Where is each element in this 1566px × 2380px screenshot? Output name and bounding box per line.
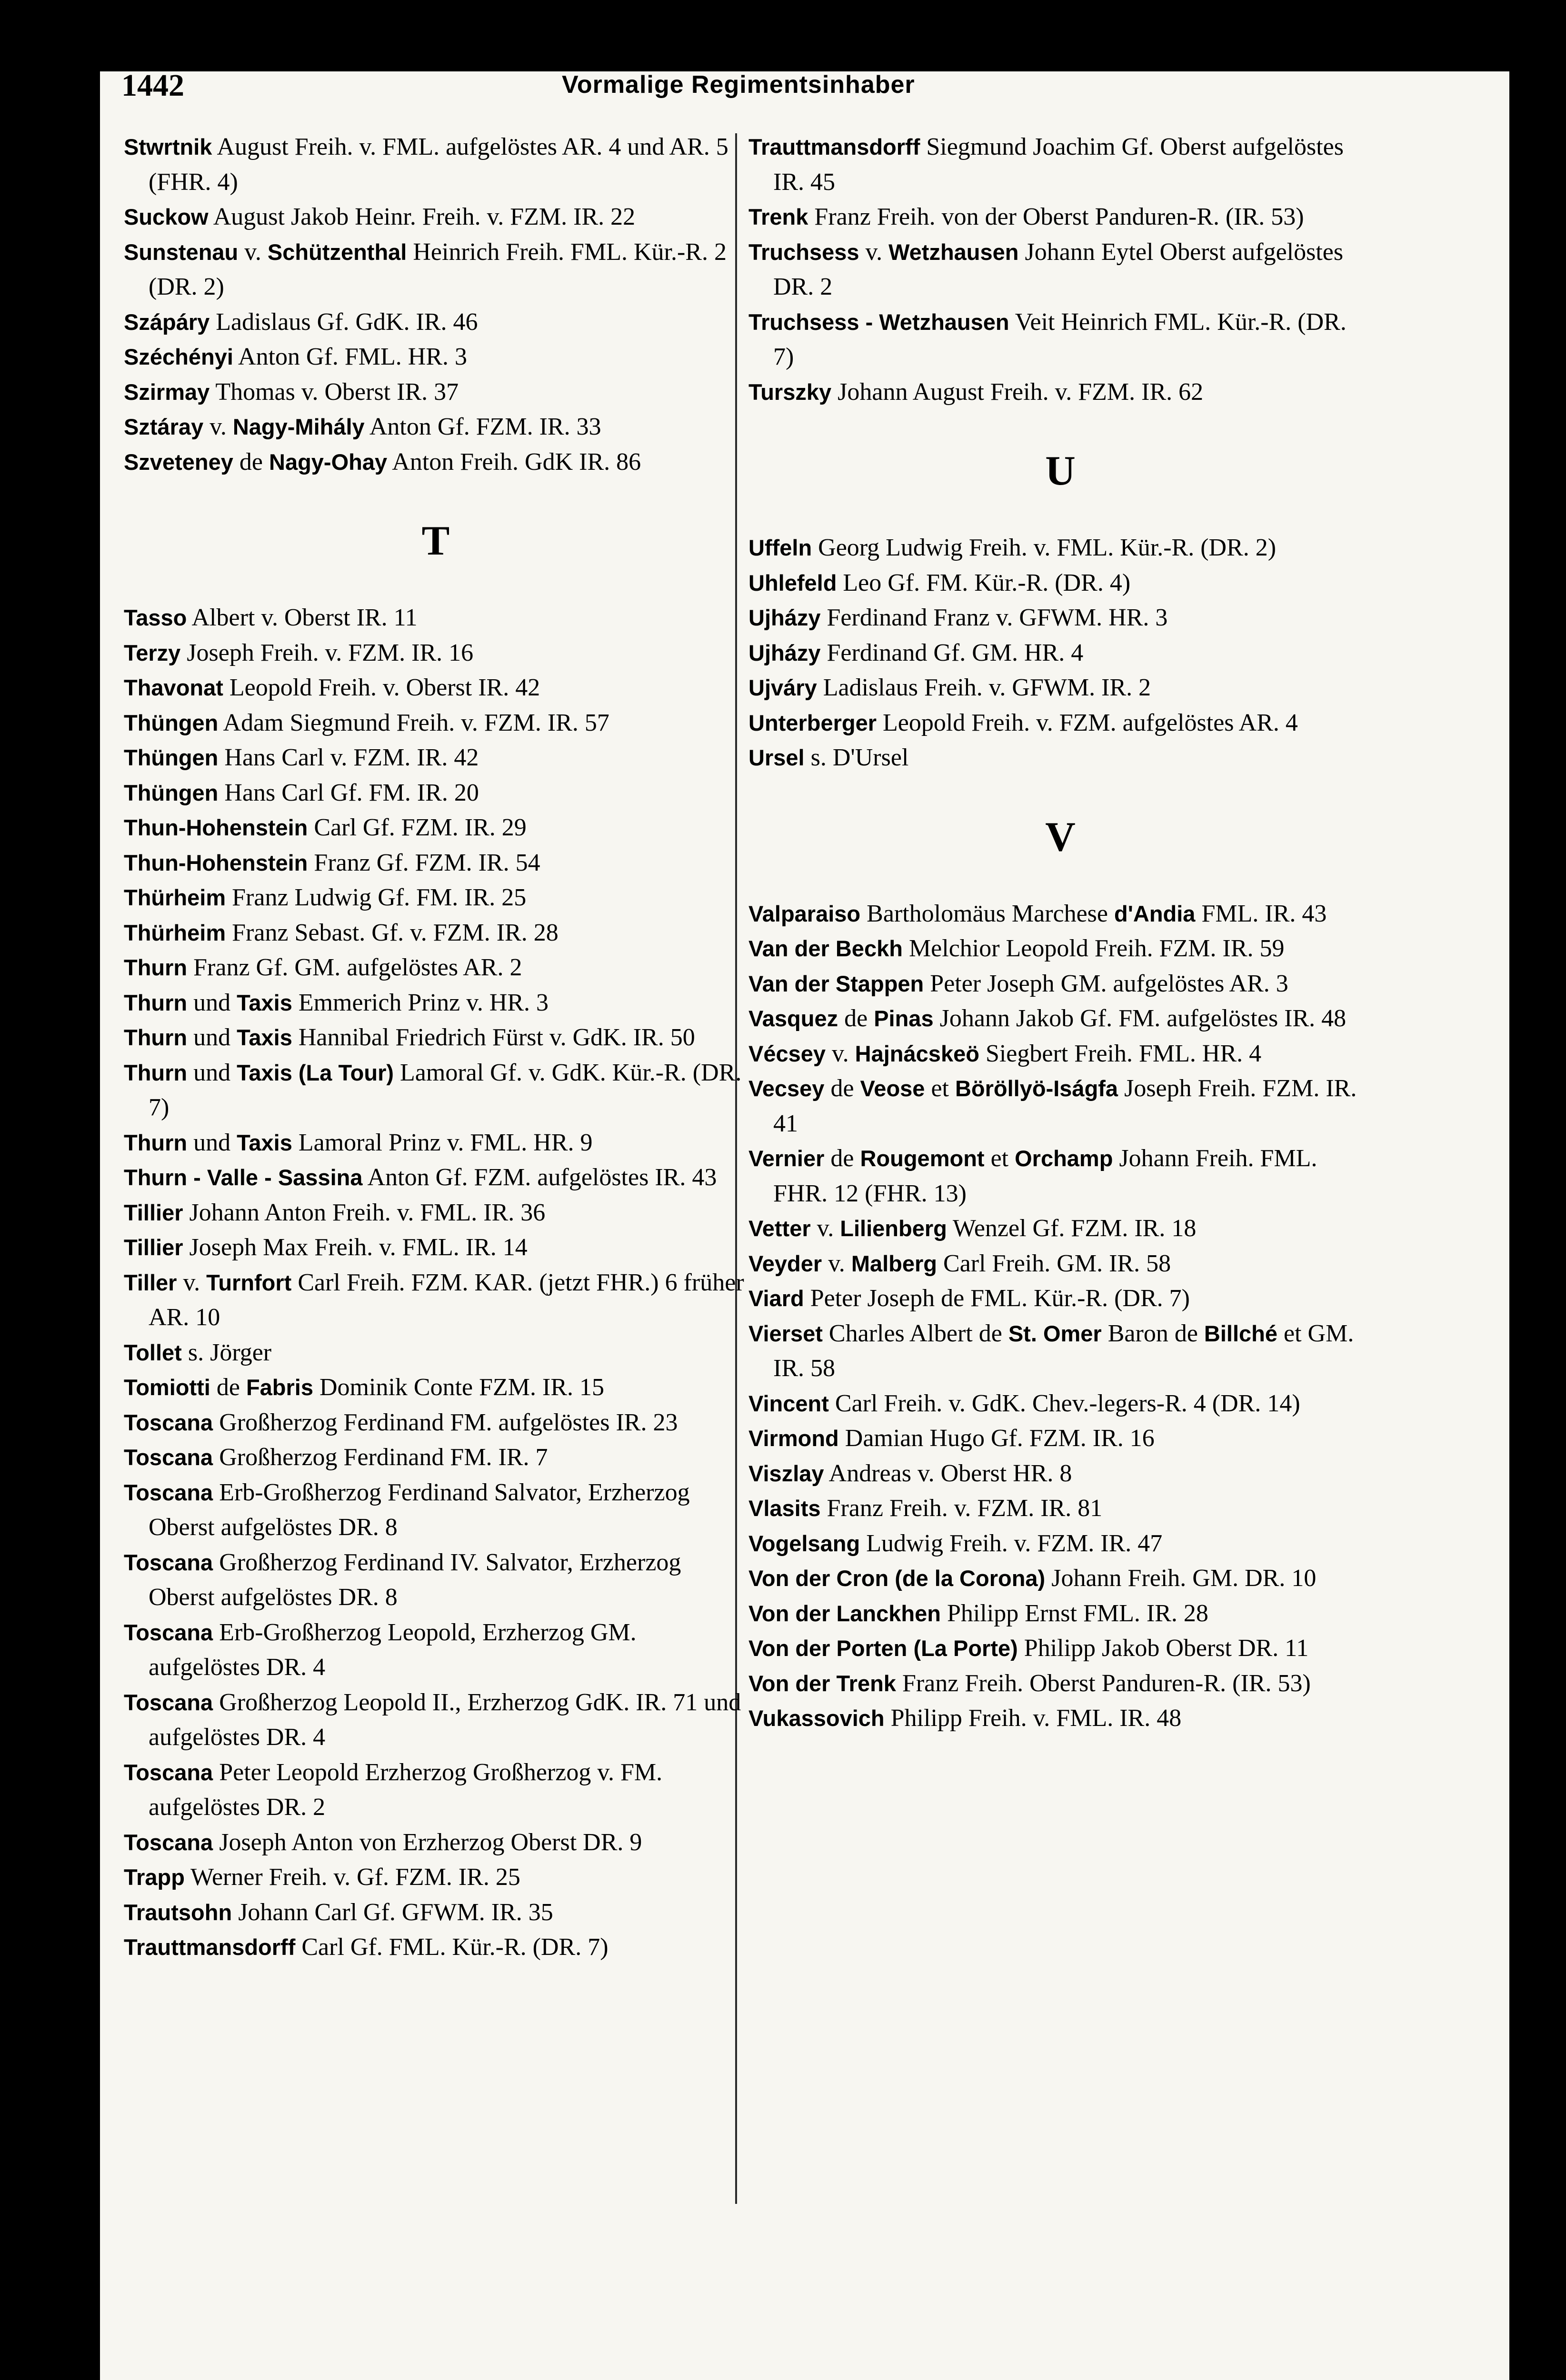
entry-surname: Vécsey: [748, 1041, 826, 1066]
entry-surname: Vernier: [748, 1146, 825, 1171]
entry-surname: Rougemont: [860, 1146, 985, 1171]
entry-surname: Truchsess: [748, 239, 859, 265]
entry-text: Carl Freih. v. GdK. Chev.-legers-R. 4 (DR. 14): [828, 1389, 1300, 1417]
entry-list: [124, 129, 748, 479]
entry-text: Peter Joseph GM. aufgelöstes AR. 3: [924, 970, 1288, 997]
entry-surname: Tasso: [124, 605, 187, 630]
section-letter-u: U: [1045, 448, 1076, 494]
entry-text: de: [824, 1075, 860, 1102]
entry-text: Johann August Freih. v. FZM. IR. 62: [831, 378, 1204, 406]
entry-text: Dominik Conte FZM. IR. 15: [313, 1374, 605, 1401]
entry-surname: Ursel: [748, 745, 805, 770]
entry-text: Lamoral Gf. v. GdK. Kür.-R. (DR. 7): [149, 1059, 742, 1121]
entry-text: Johann Jakob Gf. FM. aufgelöstes IR. 48: [933, 1005, 1347, 1032]
register-entry: [124, 950, 748, 985]
entry-surname: Vlasits: [748, 1496, 821, 1521]
entry-text: Ladislaus Freih. v. GFWM. IR. 2: [817, 674, 1151, 701]
entry-text: Joseph Anton von Erzherzog Oberst DR. 9: [213, 1828, 642, 1856]
entry-surname: Virmond: [748, 1426, 839, 1451]
register-entry: [748, 966, 1372, 1002]
entry-surname: Billché: [1204, 1320, 1278, 1346]
register-entry: [124, 1545, 748, 1615]
entry-text: v.: [177, 1269, 207, 1296]
register-entry: [748, 1631, 1372, 1666]
entry-surname: Sztáray: [124, 414, 204, 439]
entry-surname: Thüngen: [124, 780, 219, 805]
entry-surname: Turszky: [748, 379, 832, 405]
entry-surname: Trauttmansdorff: [124, 1934, 296, 1960]
entry-list: [748, 129, 1372, 409]
register-entry: [124, 375, 748, 410]
entry-surname: Taxis: [237, 1130, 292, 1155]
entry-text: Anton Gf. FZM. IR. 33: [364, 413, 601, 440]
entry-text: Anton Gf. FZM. aufgelöstes IR. 43: [362, 1164, 717, 1191]
entry-surname: Trautsohn: [124, 1899, 232, 1925]
register-entry: [748, 1421, 1372, 1456]
entry-text: v.: [238, 238, 268, 266]
entry-surname: Taxis: [237, 1025, 292, 1050]
entry-surname: Fabris: [246, 1375, 313, 1400]
entry-surname: Stwrtnik: [124, 134, 212, 159]
entry-text: Joseph Freih. FZM. IR. 41: [773, 1075, 1357, 1137]
entry-surname: Tillier: [124, 1235, 183, 1260]
entry-surname: Valparaiso: [748, 901, 861, 926]
register-entry: [748, 1456, 1372, 1491]
entry-text: Großherzog Leopold II., Erzherzog GdK. IR. 71 und aufgelöstes DR. 4: [149, 1688, 741, 1751]
register-entry: [124, 740, 748, 775]
entry-text: Joseph Max Freih. v. FML. IR. 14: [183, 1234, 528, 1261]
entry-text: Franz Ludwig Gf. FM. IR. 25: [226, 884, 527, 911]
entry-text: Großherzog Ferdinand FM. IR. 7: [213, 1444, 548, 1471]
entry-surname: Vincent: [748, 1390, 829, 1416]
entry-text: Carl Freih. GM. IR. 58: [937, 1250, 1171, 1277]
entry-text: Carl Gf. FML. Kür.-R. (DR. 7): [295, 1934, 608, 1961]
entry-list: [748, 896, 1372, 1736]
entry-surname: Vetter: [748, 1216, 811, 1241]
entry-text: s. D'Ursel: [804, 744, 909, 771]
entry-surname: Toscana: [124, 1759, 213, 1785]
entry-text: Franz Gf. GM. aufgelöstes AR. 2: [187, 954, 522, 981]
entry-text: Leopold Freih. v. Oberst IR. 42: [223, 674, 540, 701]
entry-text: Wenzel Gf. FZM. IR. 18: [947, 1215, 1197, 1242]
entry-surname: St. Omer: [1008, 1320, 1102, 1346]
register-entry: [124, 670, 748, 705]
entry-surname: Thurn - Valle - Sassina: [124, 1165, 363, 1190]
register-entry: [748, 1001, 1372, 1036]
entry-surname: Thürheim: [124, 885, 226, 910]
entry-text: Andreas v. Oberst HR. 8: [824, 1459, 1072, 1487]
register-entry: [748, 740, 1372, 775]
entry-surname: Taxis: [237, 990, 292, 1015]
entry-surname: Orchamp: [1015, 1146, 1113, 1171]
register-entry: [124, 600, 748, 635]
entry-surname: Sunstenau: [124, 239, 239, 265]
entry-surname: Ujházy: [748, 605, 821, 630]
entry-surname: Truchsess - Wetzhausen: [748, 309, 1009, 335]
entry-text: Werner Freih. v. Gf. FZM. IR. 25: [184, 1864, 520, 1891]
register-entry: [124, 1230, 748, 1265]
entry-surname: Trenk: [748, 204, 808, 229]
entry-surname: Thürheim: [124, 920, 226, 945]
register-entry: [124, 915, 748, 951]
register-entry: [748, 1701, 1372, 1736]
entry-text: Anton Freih. GdK IR. 86: [387, 448, 641, 476]
register-entry: [124, 1440, 748, 1475]
entry-text: et: [925, 1075, 955, 1102]
entry-surname: Thurn: [124, 1060, 188, 1085]
entry-text: de: [838, 1005, 874, 1032]
register-entry: [748, 1036, 1372, 1071]
entry-surname: Nagy-Ohay: [269, 449, 388, 475]
register-entry: [124, 235, 748, 305]
entry-text: Veit Heinrich FML. Kür.-R. (DR. 7): [773, 308, 1347, 370]
entry-text: Erb-Großherzog Leopold, Erzherzog GM. aufgelöstes DR. 4: [149, 1618, 637, 1681]
entry-text: de: [210, 1374, 246, 1401]
entry-text: Johann Anton Freih. v. FML. IR. 36: [183, 1199, 546, 1226]
register-entry: [748, 375, 1372, 410]
entry-surname: Ujváry: [748, 675, 817, 700]
register-entry: [124, 1195, 748, 1230]
entry-surname: Tillier: [124, 1200, 183, 1225]
entry-text: Leo Gf. FM. Kür.-R. (DR. 4): [837, 569, 1131, 596]
entry-text: Franz Freih. von der Oberst Panduren-R. (IR. 53): [808, 203, 1304, 230]
entry-surname: Van der Stappen: [748, 971, 924, 996]
register-entry: [124, 1405, 748, 1440]
entry-surname: Viard: [748, 1286, 804, 1311]
entry-text: Ladislaus Gf. GdK. IR. 46: [209, 308, 478, 336]
register-entry: [748, 1526, 1372, 1561]
entry-surname: Thüngen: [124, 710, 219, 735]
entry-text: Philipp Freih. v. FML. IR. 48: [884, 1705, 1182, 1732]
register-entry: [748, 305, 1372, 375]
register-entry: [124, 1895, 748, 1930]
register-entry: [124, 1860, 748, 1895]
entry-text: Adam Siegmund Freih. v. FZM. IR. 57: [218, 709, 609, 736]
register-entry: [124, 1265, 748, 1335]
register-entry: [748, 1141, 1372, 1211]
entry-text: Albert v. Oberst IR. 11: [187, 604, 418, 631]
entry-surname: Suckow: [124, 204, 209, 229]
entry-surname: Thüngen: [124, 745, 219, 770]
entry-list: [748, 530, 1372, 775]
register-entry: [124, 845, 748, 881]
register-entry: [748, 1666, 1372, 1701]
section-letter-t: T: [421, 518, 450, 564]
entry-text: Johann Freih. GM. DR. 10: [1045, 1565, 1317, 1592]
register-entry: [124, 1755, 748, 1825]
entry-text: Bartholomäus Marchese: [860, 900, 1114, 927]
register-entry: [124, 1020, 748, 1055]
entry-text: Ludwig Freih. v. FZM. IR. 47: [860, 1529, 1163, 1557]
register-entry: [748, 600, 1372, 635]
register-entry: [124, 1335, 748, 1370]
entry-text: v.: [859, 238, 889, 266]
entry-surname: Von der Cron (de la Corona): [748, 1566, 1046, 1591]
entry-text: Philipp Ernst FML. IR. 28: [940, 1599, 1208, 1627]
register-entry: [748, 635, 1372, 671]
register-entry: [748, 1246, 1372, 1281]
entry-surname: Vukassovich: [748, 1706, 885, 1731]
entry-list: [124, 600, 748, 1965]
register-entry: [748, 199, 1372, 235]
entry-text: Peter Joseph de FML. Kür.-R. (DR. 7): [804, 1285, 1190, 1312]
register-entry: [124, 1055, 748, 1125]
entry-surname: Schützenthal: [267, 239, 407, 265]
entry-surname: Tomiotti: [124, 1375, 210, 1400]
register-entry: [748, 1316, 1372, 1386]
entry-text: Lamoral Prinz v. FML. HR. 9: [292, 1129, 593, 1156]
entry-text: Siegmund Joachim Gf. Oberst aufgelöstes IR. 45: [773, 133, 1344, 196]
page-number: 1442: [121, 68, 184, 103]
register-entry: [748, 931, 1372, 966]
register-entry: [748, 1491, 1372, 1526]
entry-surname: Toscana: [124, 1619, 213, 1645]
entry-text: Baron de: [1101, 1319, 1204, 1347]
entry-text: Hans Carl Gf. FM. IR. 20: [218, 779, 479, 806]
entry-text: Damian Hugo Gf. FZM. IR. 16: [838, 1425, 1155, 1452]
entry-surname: Terzy: [124, 640, 181, 665]
entry-text: Großherzog Ferdinand IV. Salvator, Erzherzog Oberst aufgelöstes DR. 8: [149, 1548, 681, 1611]
left-column: [124, 129, 748, 1965]
entry-surname: Von der Trenk: [748, 1670, 896, 1696]
entry-text: und: [187, 1024, 237, 1051]
register-entry: [124, 1930, 748, 1965]
entry-text: August Jakob Heinr. Freih. v. FZM. IR. 22: [208, 203, 636, 230]
register-entry: [124, 985, 748, 1021]
register-entry: [124, 635, 748, 671]
register-entry: [124, 409, 748, 445]
entry-text: v.: [826, 1040, 855, 1067]
register-entry: [124, 1825, 748, 1860]
register-entry: [124, 199, 748, 235]
entry-text: Siegbert Freih. FML. HR. 4: [979, 1040, 1262, 1067]
entry-text: und: [187, 1059, 237, 1086]
register-entry: [124, 445, 748, 480]
entry-surname: Vecsey: [748, 1076, 825, 1101]
entry-surname: Széchényi: [124, 344, 233, 369]
entry-text: Carl Gf. FZM. IR. 29: [308, 814, 527, 841]
entry-text: und: [187, 989, 237, 1016]
entry-surname: Turnfort: [206, 1269, 292, 1295]
entry-text: Melchior Leopold Freih. FZM. IR. 59: [902, 935, 1285, 962]
section-letter-v: V: [1045, 813, 1076, 860]
entry-text: Franz Gf. FZM. IR. 54: [308, 849, 540, 876]
register-entry: [124, 705, 748, 741]
entry-text: Thomas v. Oberst IR. 37: [209, 378, 459, 406]
entry-surname: Szveteney: [124, 449, 233, 475]
entry-surname: Böröllyö-Iságfa: [955, 1076, 1118, 1101]
entry-surname: Toscana: [124, 1549, 213, 1575]
entry-surname: Veose: [860, 1076, 925, 1101]
running-header: Vormalige Regimentsinhaber: [562, 71, 915, 99]
entry-text: Erb-Großherzog Ferdinand Salvator, Erzherzog Oberst aufgelöstes DR. 8: [149, 1478, 690, 1541]
entry-surname: Thurn: [124, 1025, 188, 1050]
entry-surname: Pinas: [874, 1006, 934, 1031]
entry-text: Emmerich Prinz v. HR. 3: [292, 989, 549, 1016]
entry-text: Philipp Jakob Oberst DR. 11: [1017, 1635, 1309, 1662]
entry-text: FML. IR. 43: [1195, 900, 1327, 927]
register-entry: [124, 1160, 748, 1195]
entry-surname: Trapp: [124, 1864, 185, 1890]
register-entry: [748, 530, 1372, 565]
entry-surname: Uffeln: [748, 535, 812, 560]
entry-text: s. Jörger: [181, 1339, 272, 1366]
entry-text: und: [187, 1129, 237, 1156]
register-entry: [748, 565, 1372, 601]
register-entry: [748, 1386, 1372, 1421]
register-entry: [748, 235, 1372, 305]
entry-text: Großherzog Ferdinand FM. aufgelöstes IR. 23: [213, 1408, 678, 1436]
entry-text: Ferdinand Franz v. GFWM. HR. 3: [820, 604, 1168, 631]
register-entry: [748, 129, 1372, 199]
entry-text: Peter Leopold Erzherzog Großherzog v. FM. aufgelöstes DR. 2: [149, 1758, 663, 1821]
entry-text: Franz Sebast. Gf. v. FZM. IR. 28: [226, 919, 559, 946]
register-entry: [124, 1125, 748, 1160]
register-entry: [124, 305, 748, 340]
entry-text: Georg Ludwig Freih. v. FML. Kür.-R. (DR. 2): [812, 534, 1277, 561]
right-column: [748, 129, 1372, 1736]
entry-text: et GM. IR. 58: [773, 1319, 1354, 1382]
entry-surname: Ujházy: [748, 640, 821, 665]
entry-text: de: [824, 1145, 860, 1172]
entry-text: Carl Freih. FZM. KAR. (jetzt FHR.) 6 früher AR. 10: [149, 1269, 744, 1331]
entry-surname: Trauttmansdorff: [748, 134, 920, 159]
entry-surname: Van der Beckh: [748, 936, 903, 961]
entry-text: Johann Freih. FML. FHR. 12 (FHR. 13): [773, 1145, 1317, 1207]
entry-text: Leopold Freih. v. FZM. aufgelöstes AR. 4: [877, 709, 1298, 736]
entry-surname: Hajnácskeö: [855, 1041, 979, 1066]
entry-surname: Thurn: [124, 955, 188, 980]
entry-text: August Freih. v. FML. aufgelöstes AR. 4 und AR. 5 (FHR. 4): [149, 133, 728, 196]
register-entry: [748, 1211, 1372, 1246]
register-entry: [124, 1615, 748, 1685]
entry-surname: Thavonat: [124, 675, 223, 700]
entry-surname: Taxis (La Tour): [237, 1060, 394, 1085]
register-entry: [748, 1281, 1372, 1316]
entry-surname: Toscana: [124, 1409, 213, 1435]
register-entry: [748, 705, 1372, 741]
entry-surname: Uhlefeld: [748, 570, 837, 595]
entry-surname: Szápáry: [124, 309, 210, 335]
register-entry: [124, 880, 748, 915]
register-entry: [124, 775, 748, 811]
entry-text: de: [233, 448, 269, 476]
entry-text: v.: [822, 1250, 851, 1277]
entry-text: Hannibal Friedrich Fürst v. GdK. IR. 50: [292, 1024, 695, 1051]
register-entry: [748, 896, 1372, 932]
entry-surname: Toscana: [124, 1829, 213, 1855]
entry-text: Ferdinand Gf. GM. HR. 4: [820, 639, 1084, 666]
entry-surname: d'Andia: [1114, 901, 1196, 926]
register-entry: [748, 1596, 1372, 1631]
entry-text: Hans Carl v. FZM. IR. 42: [218, 744, 479, 771]
entry-surname: Thun-Hohenstein: [124, 815, 308, 840]
entry-surname: Malberg: [851, 1250, 938, 1276]
register-entry: [748, 670, 1372, 705]
entry-text: et: [984, 1145, 1015, 1172]
entry-surname: Vasquez: [748, 1006, 838, 1031]
entry-surname: Thurn: [124, 1130, 188, 1155]
entry-surname: Wetzhausen: [888, 239, 1019, 265]
entry-surname: Lilienberg: [840, 1216, 947, 1241]
entry-surname: Toscana: [124, 1689, 213, 1715]
entry-text: Anton Gf. FML. HR. 3: [233, 343, 468, 370]
register-entry: [748, 1071, 1372, 1141]
entry-text: Franz Freih. Oberst Panduren-R. (IR. 53): [896, 1669, 1311, 1697]
entry-surname: Unterberger: [748, 710, 877, 735]
entry-surname: Veyder: [748, 1250, 822, 1276]
register-entry: [124, 1685, 748, 1755]
entry-text: Joseph Freih. v. FZM. IR. 16: [180, 639, 474, 666]
entry-text: v.: [203, 413, 233, 440]
entry-text: Heinrich Freih. FML. Kür.-R. 2 (DR. 2): [149, 238, 727, 300]
entry-surname: Viszlay: [748, 1460, 824, 1486]
entry-surname: Thun-Hohenstein: [124, 850, 308, 875]
register-entry: [124, 1370, 748, 1405]
entry-surname: Von der Porten (La Porte): [748, 1636, 1018, 1661]
entry-surname: Szirmay: [124, 379, 210, 405]
entry-text: Charles Albert de: [822, 1319, 1008, 1347]
entry-surname: Nagy-Mihály: [232, 414, 365, 439]
entry-surname: Vogelsang: [748, 1530, 860, 1556]
entry-surname: Tiller: [124, 1269, 177, 1295]
entry-surname: Thurn: [124, 990, 188, 1015]
entry-text: Johann Carl Gf. GFWM. IR. 35: [232, 1898, 553, 1926]
entry-surname: Toscana: [124, 1479, 213, 1505]
register-entry: [124, 1475, 748, 1545]
register-entry: [124, 129, 748, 199]
entry-surname: Toscana: [124, 1445, 213, 1470]
register-entry: [124, 810, 748, 845]
register-entry: [124, 339, 748, 375]
entry-surname: Von der Lanckhen: [748, 1600, 941, 1626]
entry-text: Johann Eytel Oberst aufgelöstes DR. 2: [773, 238, 1344, 300]
entry-text: v.: [810, 1215, 840, 1242]
entry-text: Franz Freih. v. FZM. IR. 81: [820, 1495, 1103, 1522]
entry-surname: Tollet: [124, 1339, 182, 1365]
entry-surname: Vierset: [748, 1320, 823, 1346]
register-entry: [748, 1561, 1372, 1596]
